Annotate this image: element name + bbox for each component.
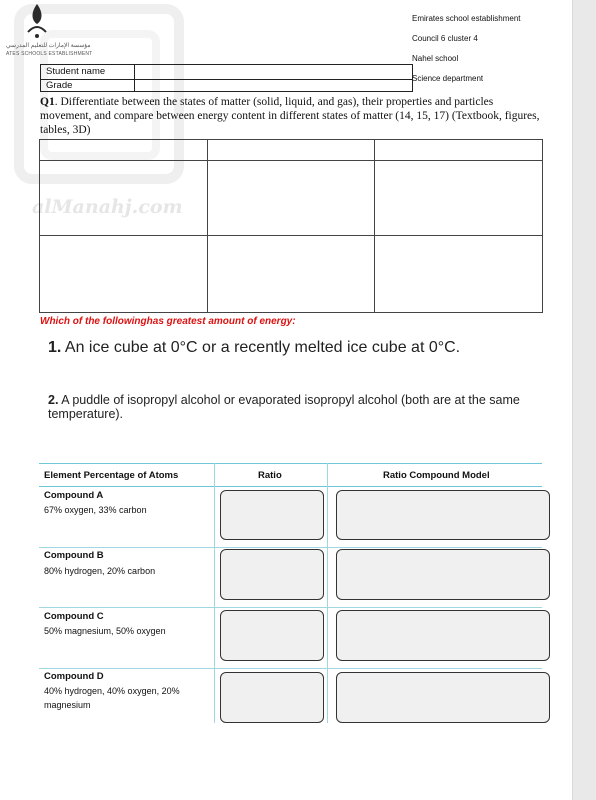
compound-d-model-box[interactable]	[336, 672, 550, 723]
table-cell[interactable]	[207, 140, 375, 161]
info-divider	[134, 65, 135, 91]
row-divider	[39, 607, 542, 608]
header-line-1: Emirates school establishment	[412, 14, 521, 23]
compound-table-header	[39, 463, 542, 487]
compound-a-ratio-box[interactable]	[220, 490, 324, 540]
logo-english-text: ATES SCHOOLS ESTABLISHMENT	[6, 51, 93, 57]
energy-item-2-number: 2.	[48, 393, 59, 407]
table-cell[interactable]	[207, 161, 375, 236]
compound-c-name: Compound C	[44, 611, 104, 622]
table-cell[interactable]	[375, 161, 543, 236]
table-cell[interactable]	[375, 236, 543, 313]
logo-emblem-icon	[22, 2, 52, 40]
header-line-2: Council 6 cluster 4	[412, 34, 478, 43]
compound-b-model-box[interactable]	[336, 549, 550, 600]
compound-d-name: Compound D	[44, 671, 104, 682]
grade-label: Grade	[46, 80, 73, 91]
table-cell[interactable]	[207, 236, 375, 313]
compound-ratio-table	[39, 463, 542, 723]
compound-d-desc: 40% hydrogen, 40% oxygen, 20% magnesium	[44, 686, 180, 710]
energy-item-2-text: A puddle of isopropyl alcohol or evaporated isopropyl alcohol (both are at the same temperature).	[48, 393, 520, 421]
student-name-label: Student name	[46, 66, 106, 77]
page-margin	[572, 0, 596, 800]
compound-a-name: Compound A	[44, 490, 104, 501]
compound-a-model-box[interactable]	[336, 490, 550, 540]
energy-item-2	[48, 393, 543, 421]
row-divider	[39, 668, 542, 669]
table-cell[interactable]	[375, 140, 543, 161]
compound-a-desc: 67% oxygen, 33% carbon	[44, 505, 147, 515]
header-line-4: Science department	[412, 74, 484, 83]
student-info-box	[40, 64, 413, 92]
table-cell[interactable]	[40, 161, 208, 236]
table-cell[interactable]	[40, 140, 208, 161]
header-ratio-compound-model: Ratio Compound Model	[383, 470, 490, 481]
table-cell[interactable]	[40, 236, 208, 313]
column-divider	[327, 463, 328, 723]
ministry-logo	[6, 2, 93, 58]
grade-row	[41, 79, 412, 93]
compound-b-ratio-box[interactable]	[220, 549, 324, 600]
question-1	[40, 95, 540, 137]
compound-c-model-box[interactable]	[336, 610, 550, 661]
states-of-matter-table	[39, 139, 543, 313]
energy-item-1-text: An ice cube at 0°C or a recently melted ice cube at 0°C.	[61, 339, 461, 356]
energy-item-1-number: 1.	[48, 339, 62, 356]
question-1-text: . Differentiate between the states of matter (solid, liquid, and gas), their properties and particles movement, and compare between energy content in different states of matter (14, 15, 17) (Textbook, figures, tables, 3D)	[40, 96, 540, 136]
header-line-3: Nahel school	[412, 54, 459, 63]
compound-c-ratio-box[interactable]	[220, 610, 324, 661]
student-name-row	[41, 65, 412, 80]
header-element-percentage: Element Percentage of Atoms	[44, 470, 179, 481]
compound-d-ratio-box[interactable]	[220, 672, 324, 723]
header-ratio: Ratio	[258, 470, 282, 481]
energy-item-1	[48, 339, 460, 357]
row-divider	[39, 547, 542, 548]
watermark-text: alManahj.com	[32, 196, 183, 218]
compound-b-desc: 80% hydrogen, 20% carbon	[44, 566, 156, 576]
energy-question: Which of the followinghas greatest amount of energy:	[40, 316, 296, 327]
compound-c-desc: 50% magnesium, 50% oxygen	[44, 626, 166, 636]
logo-arabic-text: مؤسسة الإمارات للتعليم المدرسي	[6, 43, 91, 49]
column-divider	[214, 463, 215, 723]
question-1-number: Q1	[40, 96, 55, 108]
compound-b-name: Compound B	[44, 550, 104, 561]
